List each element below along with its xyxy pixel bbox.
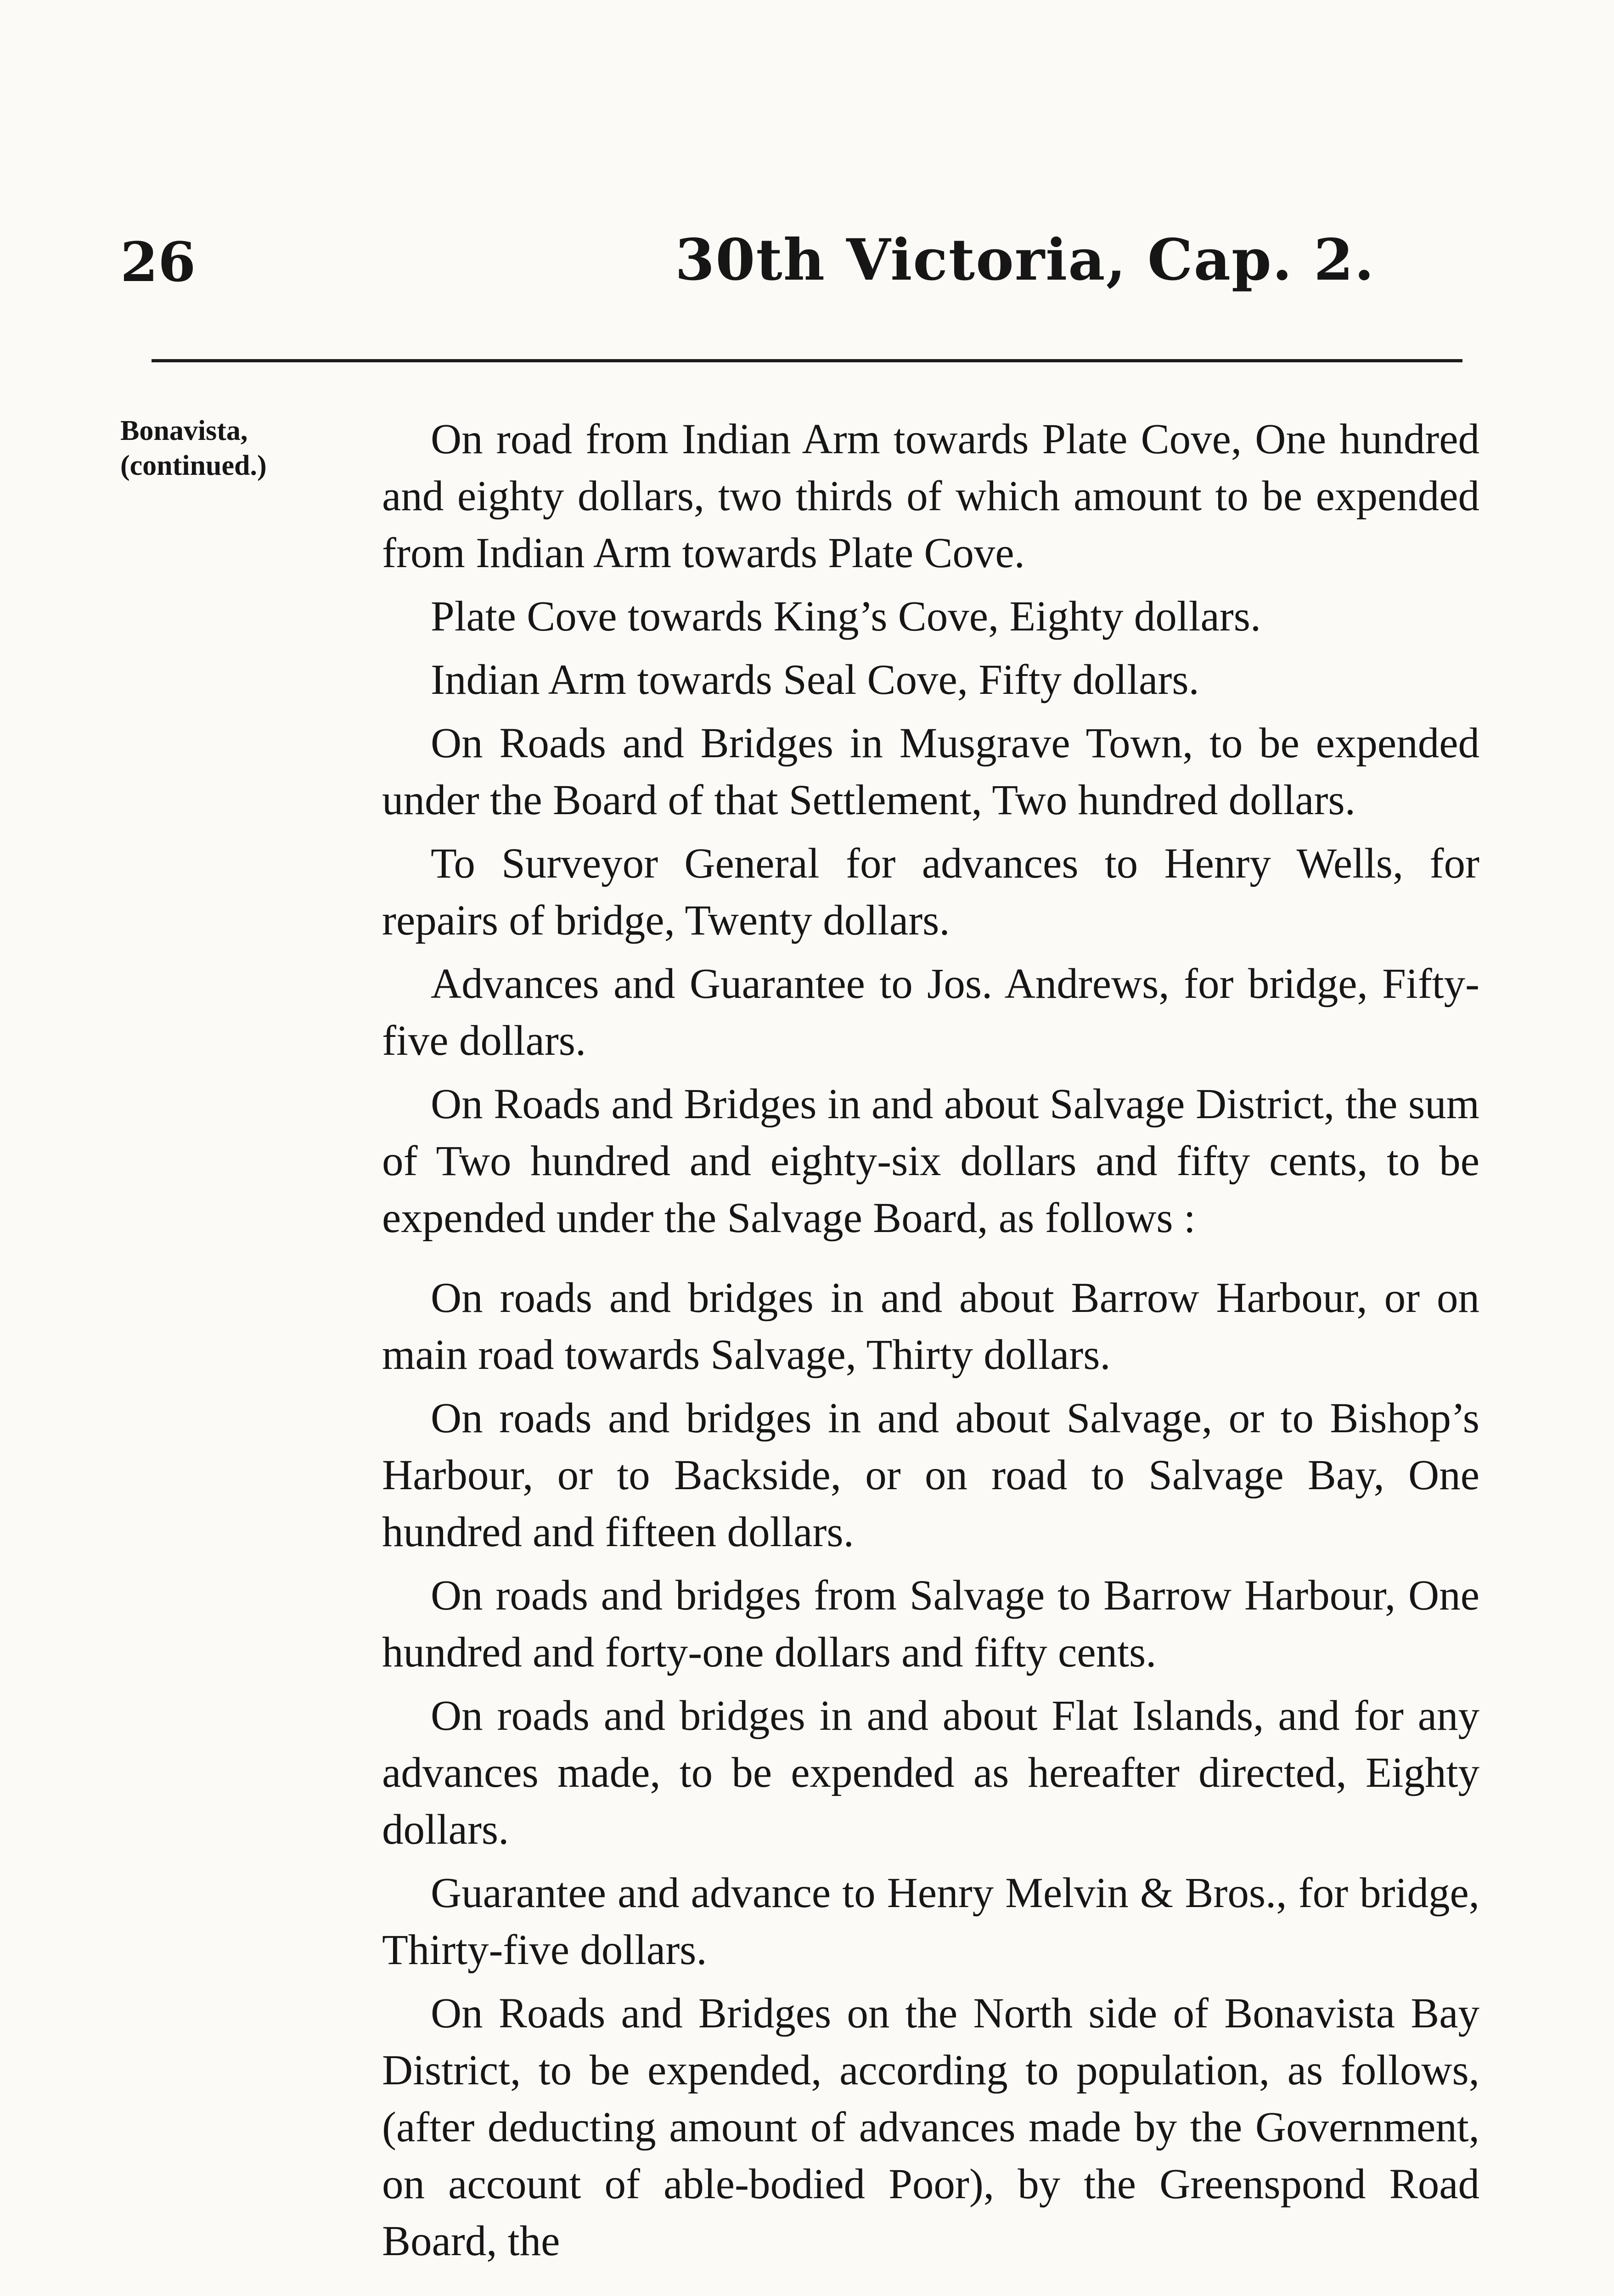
- paragraph-3: Indian Arm towards Seal Cove, Fifty dollars.: [431, 656, 1199, 703]
- paragraph-12: Guarantee and advance to Henry Melvin & Bros., for bridge, Thirty-five dollars.: [382, 1869, 1479, 1974]
- paragraph-1: On road from Indian Arm towards Plate Cove, One hundred and eighty dollars, two thirds of which amount to be expended from Indian Arm towards Plate Cove.: [382, 416, 1479, 577]
- paragraph-10: On roads and bridges from Salvage to Barrow Harbour, One hundred and forty-one dollars and fifty cents.: [382, 1572, 1479, 1676]
- margin-note: [120, 413, 359, 483]
- paragraph-6: Advances and Guarantee to Jos. Andrews, for bridge, Fifty-five dollars.: [382, 960, 1479, 1064]
- paragraph-7: On Roads and Bridges in and about Salvage District, the sum of Two hundred and eighty-six dollars and fifty cents, to be expended under the Salvage Board, as follows :: [382, 1080, 1479, 1242]
- paragraph-2: Plate Cove towards King’s Cove, Eighty dollars.: [431, 593, 1261, 640]
- header-rule: [152, 359, 1462, 362]
- paragraph-8: On roads and bridges in and about Barrow Harbour, or on main road towards Salvage, Thirty dollars.: [382, 1274, 1479, 1379]
- paragraph-9: On roads and bridges in and about Salvage, or to Bishop’s Harbour, or to Backside, or on road to Salvage Bay, One hundred and fifteen dollars.: [382, 1395, 1479, 1556]
- body-text: [382, 411, 1479, 2276]
- paragraph-13: On Roads and Bridges on the North side of Bonavista Bay District, to be expended, according to population, as follows, (after deducting amount of advances made by the Government, on account of able-bodied Poor), by the Greenspond Road Board, the: [382, 1990, 1479, 2265]
- page-number: 26: [120, 230, 196, 294]
- paragraph-4: On Roads and Bridges in Musgrave Town, to be expended under the Board of that Settlement, Two hundred dollars.: [382, 720, 1479, 824]
- margin-note-line-1: Bonavista,: [120, 415, 248, 446]
- margin-note-line-2: (continued.): [120, 450, 267, 481]
- paragraph-5: To Surveyor General for advances to Henry Wells, for repairs of bridge, Twenty dollars.: [382, 840, 1479, 944]
- running-head: 30th Victoria, Cap. 2.: [675, 227, 1375, 293]
- paragraph-11: On roads and bridges in and about Flat Islands, and for any advances made, to be expended as hereafter directed, Eighty dollars.: [382, 1692, 1479, 1853]
